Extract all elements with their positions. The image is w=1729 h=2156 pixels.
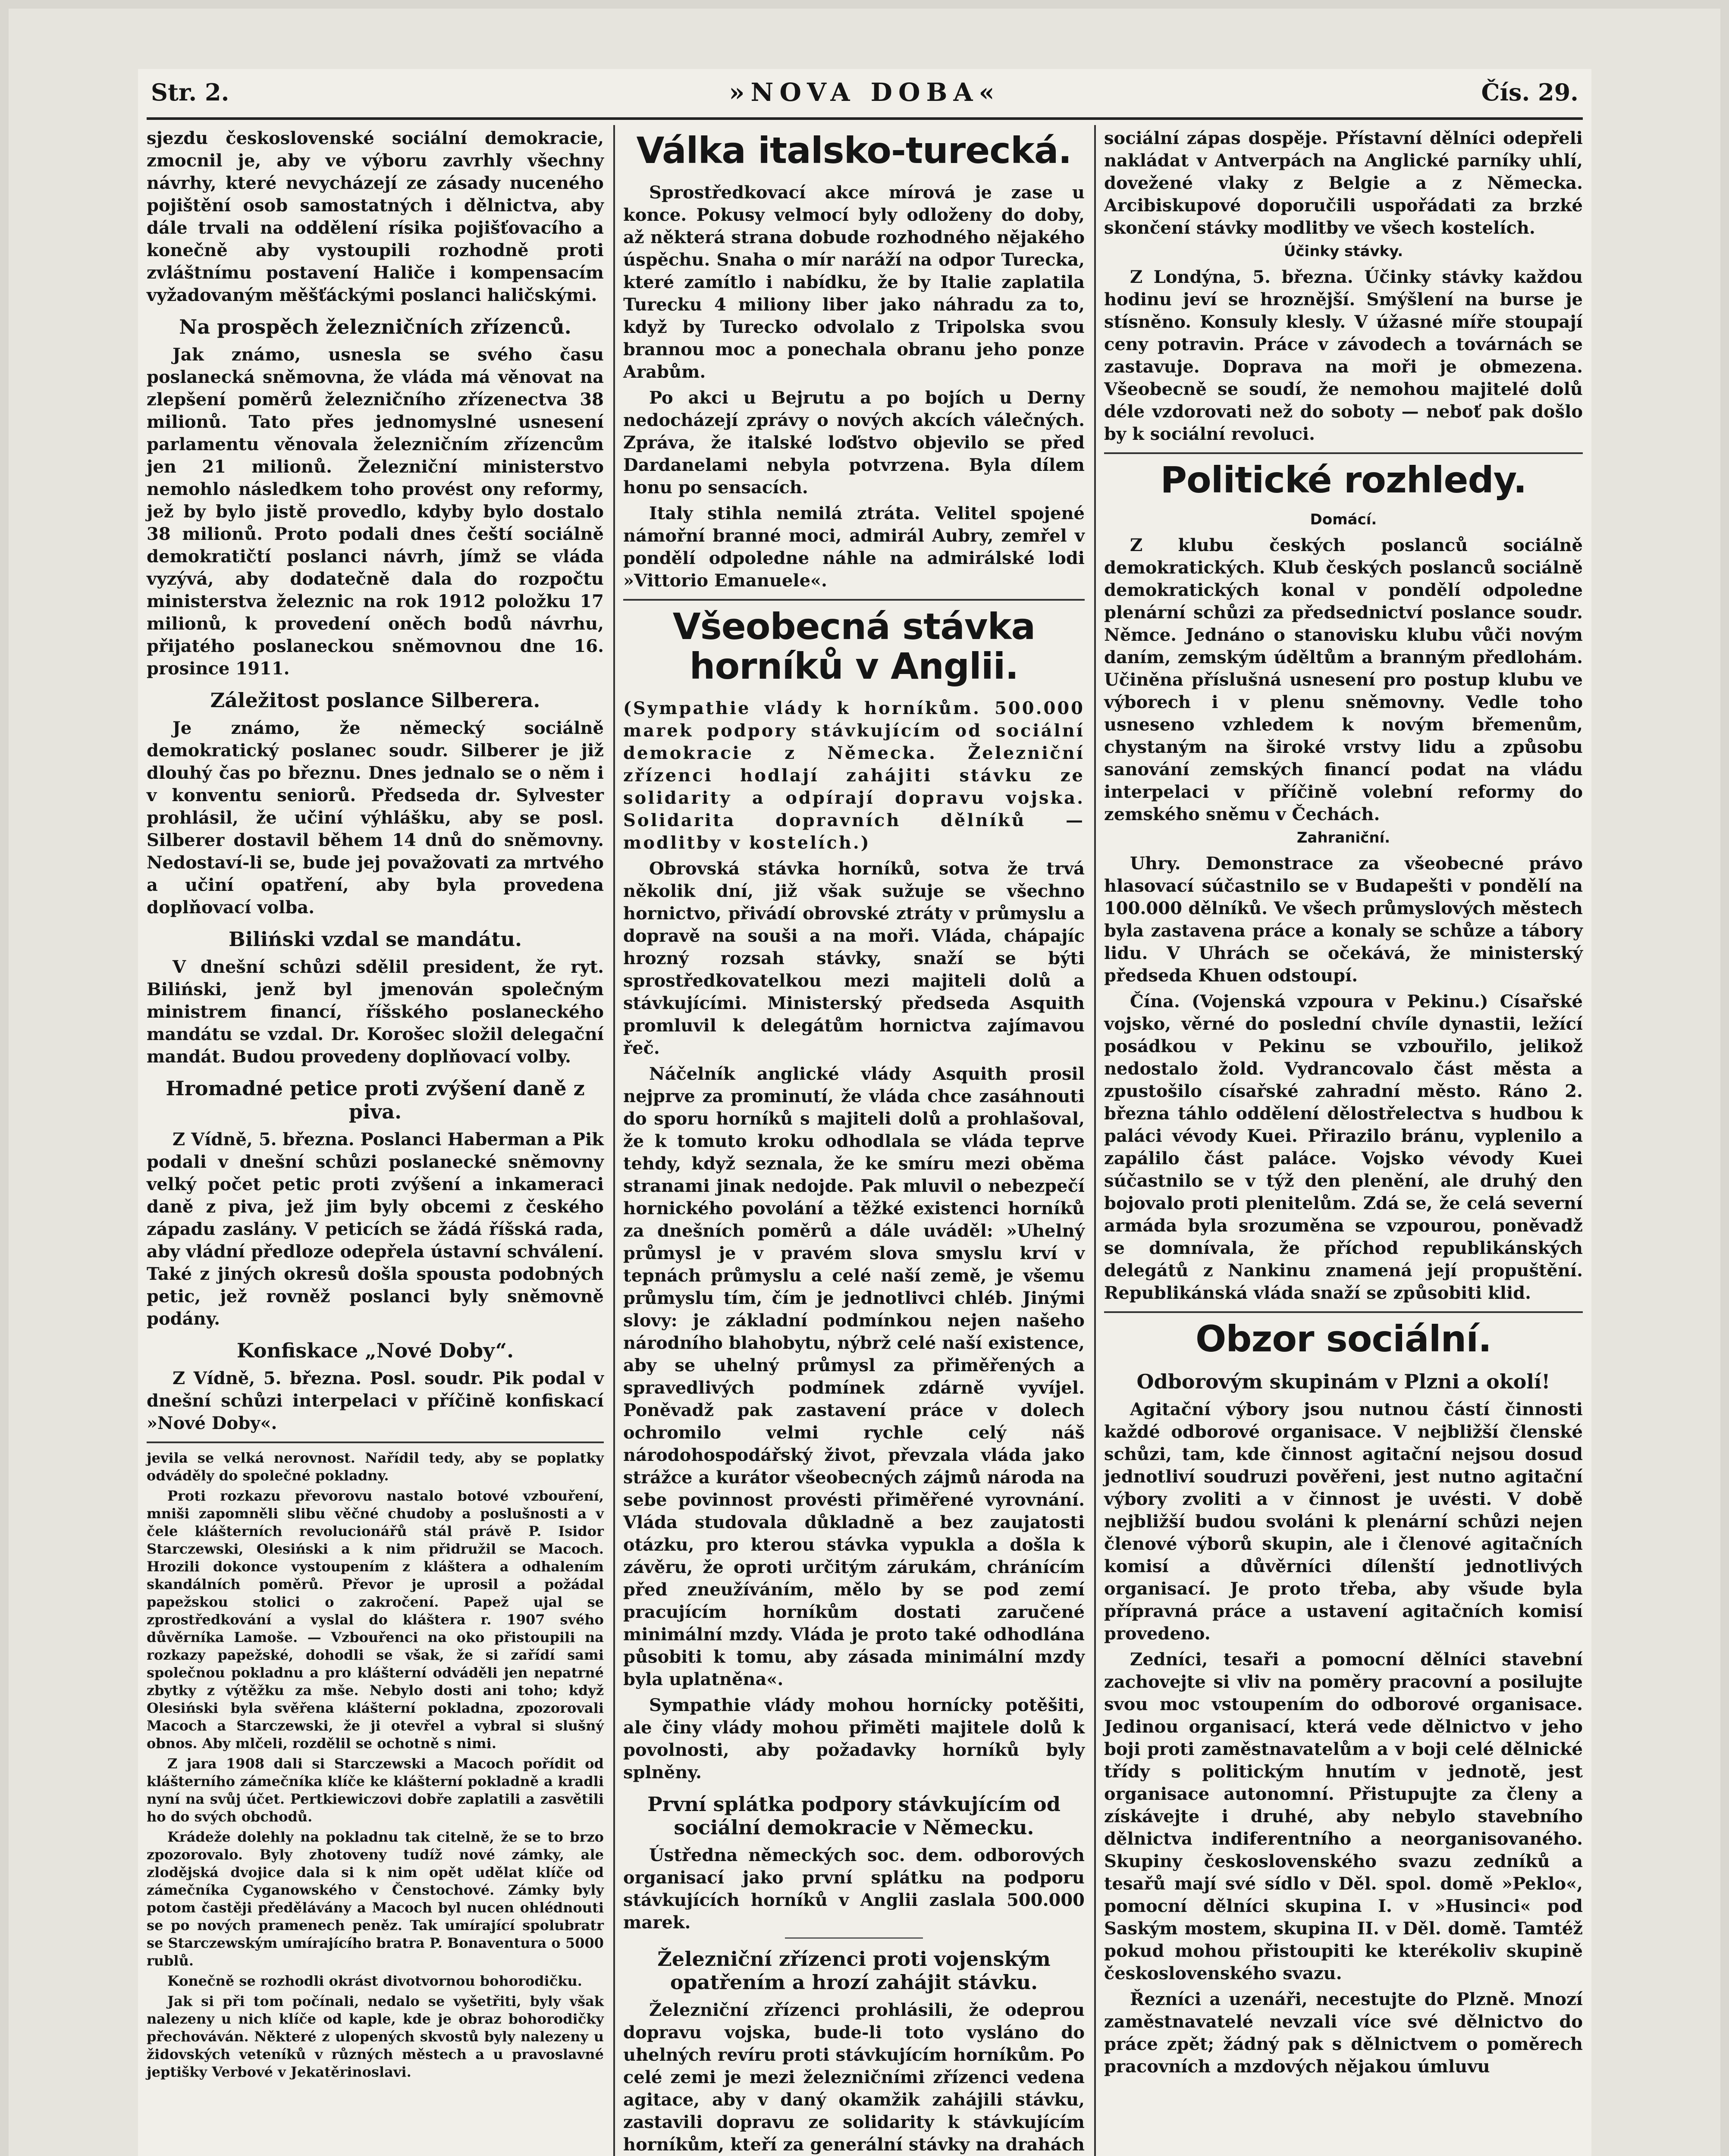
headline-bilinski: Biliński vzdal se mandátu. (228, 928, 522, 951)
column-3 (1104, 127, 1583, 2081)
article-war-paragraph: Sprostředkovací akce mírová je zase u konce. Pokusy velmocí byly odloženy do doby, až některá strana dobude rozhodného nějakého úspěchu. Snaha o mír naráží na odpor Turecka, které zamítlo i nabídku, že by Italie zaplatila Turecku 4 miliony liber jako náhradu za to, když by Turecko odvolalo z Tripolska svou brannou moc a ponechala obranu jeho ponze Arabům. (623, 182, 1085, 382)
headline-strike-support: První splátka podpory stávkujícím od sociální demokracie v Německu. (647, 1792, 1061, 1839)
strike-continuation: sociální zápas dospěje. Přístavní dělníci odepřeli nakládat v Antverpách na Anglické parníky uhlí, dovežené vlaky z Belgie a z Německa. Arcibiskupové doporučili uspořádati za brzké skončení stávky modlitby ve všech kostelích. (1104, 128, 1583, 238)
social-paragraph: Agitační výbory jsou nutnou částí činnosti každé odborové organisace. V nejbližší členské schůzi, tam, kde činnost agitační nejsou dosud jednotliví soudruzi pověřeni, jest nutno agitační výbory zvoliti a v činnost je uvésti. V době nejbližší budou svoláni k plenární schůzi nejen členové výborů skupin, ale i členové agitačních komisí a důvěrníci dílenští jednotlivých organisací. Je proto třeba, aby všude byla přípravná práce a ustavení agitačních komisí provedeno. (1104, 1399, 1583, 1644)
newspaper-sheet (138, 69, 1591, 2156)
page-number: Str. 2. (151, 78, 229, 106)
short-rule (785, 1937, 923, 1939)
section-rule (1104, 1311, 1583, 1313)
article-rail-employees: Jak známo, usnesla se svého času poslanecká sněmovna, že vláda má věnovat na zlepšení poměrů železničního zřízenectva 38 milionů. Tato přes jednomyslné usnesení parlamentu věnovala železničním zřízencům jen 21 milionů. Železniční ministerstvo nemohlo následkem toho provést ony reformy, jež by bylo jistě provedlo, kdyby bylo dostalo 38 milionů. Proto podali dnes čeští sociálně demokratičtí poslanci návrh, jímž se vláda vyzývá, aby dodatečně dala do rozpočtu ministerstva železnic na rok 1912 položku 17 milionů, k provedení oněch bodů návrhu, přijatého poslaneckou sněmovnou dne 16. prosince 1911. (147, 345, 604, 679)
strike-paragraph: Obrovská stávka horníků, sotva že trvá několik dní, již však sužuje se všechno hornictvo, přivádí obrovské ztráty v průmyslu a dopravě na souši a na moři. Vláda, chápajíc hrozný rozsah stávky, snaží se býti sprostředkovatelkou mezi majiteli dolů a stávkujícími. Ministerský předseda Asquith promluvil k delegátům hornictva zajímavou řeč. (623, 859, 1085, 1058)
newspaper-page (9, 9, 1720, 2156)
page-header (151, 74, 1578, 117)
foreign-paragraph: Čína. (Vojenská vzpoura v Pekinu.) Císařské vojsko, věrné do poslední chvíle dynastii, ležící posádkou v Pekinu se vzbouřilo, jelikož nedostalo žold. Vydrancovalo část města a zpustošilo císařské zahradní město. Ráno 2. března táhlo oddělení dělostřelectva s hudbou k paláci vévody Kuei. Přirazilo bránu, vyplenilo a zapálilo část paláce. Vojsko vévody Kuei súčastnilo se v týž den plenění, ale druhý den bojovalo proti plenitelům. Zdá se, že celá severní armáda byla srozuměna se vzpourou, poněvadž se domnívala, že příchod republikánských delegátů z Nankinu znamená její propuštění. Republikánská vláda snaží se způsobiti klid. (1104, 991, 1583, 1303)
headline-confiscation: Konfiskace „Nové Doby“. (236, 1339, 514, 1362)
headline-italo-turkish-war: Válka italsko-turecká. (636, 129, 1072, 172)
headline-rail-employees: Na prospěch železničních zřízenců. (179, 315, 571, 338)
strike-effects-paragraph: Z Londýna, 5. března. Účinky stávky každou hodinu jeví se hroznější. Smýšlení na burse je stísněno. Konsuly klesly. V úžasné míře stoupají ceny potravin. Práce v závodech a továrnách se zastavuje. Doprava na moři je obmezena. Všeobecně se soudí, že nemohou majitelé dolů déle vzdorovati než do soboty — neboť pak došlo by k sociální revoluci. (1104, 267, 1583, 444)
feuilleton-paragraph: jevila se velká nerovnost. Nařídil tedy, aby se poplatky odváděly do společné pokladny. (147, 1450, 604, 1484)
domestic-paragraph: Z klubu českých poslanců sociálně demokratických. Klub českých poslanců sociálně demokratických konal v pondělí odpoledne plenární schůzi za předsednictví poslance soudr. Němce. Jednáno o stanovisku klubu vůči novým daním, zemským úděltům a branným předlohám. Učiněna příslušná usnesení pro postup klubu ve výborech i v plenu sněmovny. Vedle toho usneseno vzhledem k novým břemenům, chystaným na široké vrstvy lidu a způsobu sanování zemských financí podat na vládu interpelaci v příčině volební reformy do zemského sněmu v Čechách. (1104, 535, 1583, 824)
headline-silberer: Záležitost poslance Silberera. (210, 689, 540, 712)
headline-miners-strike: Všeobecná stávka horníků v Anglii. (672, 605, 1036, 687)
headline-social-review: Obzor sociální. (1195, 1318, 1492, 1360)
issue-number: Čís. 29. (1481, 78, 1578, 106)
section-rule (1104, 452, 1583, 454)
social-paragraph: Zedníci, tesaři a pomocní dělníci stavební zachovejte si vliv na poměry pracovní a posilujte svou moc vstoupením do odborové organisace. Jedinou organisací, která vede dělnictvo v jeho boji proti zaměstnavatelům a v boji celé dělnické třídy s politickým hnutím v jednotě, jest organisace autonomní. Přistupujte za členy a získávejte i druhé, aby nebylo stavebního dělnictva indiferentního a neorganisovaného. Skupiny československého svazu zedníků a tesařů mají své sídlo v Děl. spol. domě »Peklo«, pomocní dělníci skupina I. v »Husinci« pod Saským mostem, skupina II. v Děl. domě. Tamtéž pokud mohou přistoupiti ke kterékoliv skupině československého svazu. (1104, 1649, 1583, 1984)
article-continuation: sjezdu československé sociální demokracie, zmocnil je, aby ve výboru zavrhly všechny návrhy, které nevycházejí ze zásady nuceného pojištění osob samostatných i dělnictva, aby dále trvali na oddělení rísika pojišťovacího a konečně aby vystoupili rozhodně proti zvláštnímu postavení Haliče i kompensacím vyžadovaným měšťáckými poslanci haličskými. (147, 128, 604, 305)
strike-paragraph: Sympathie vlády mohou hornícky potěšiti, ale činy vlády mohou přiměti majitele dolů k povolnosti, aby požadavky horníků byly splněny. (623, 1695, 1085, 1783)
column-divider-1 (613, 125, 615, 2156)
article-confiscation: Z Vídně, 5. března. Posl. soudr. Pik podal v dnešní schůzi interpelaci v příčině konfiskací »Nové Doby«. (147, 1368, 604, 1433)
subheading-strike-effects: Účinky stávky. (1283, 243, 1403, 260)
subheading-foreign: Zahraniční. (1296, 829, 1390, 846)
feuilleton-paragraph: Krádeže dolehly na pokladnu tak citelně, že se to brzo zpozorovalo. Byly zhotoveny tudíž nové zámky, ale zlodějská dvojice dala si k nim opět udělat klíče od zámečníka Cyganowského v Čenstochové. Zámky byly potom častěji předělávány a Macoch byl nucen ohlédnouti se po nových pramenech peněz. Tak umírající spolubratr se Starczewským umírajícího bratra P. Bonaventura o 5000 rublů. (147, 1829, 604, 1969)
strike-support-paragraph: Ústředna německých soc. dem. odborových organisací jako první splátku na podporu stávkujících horníků v Anglii zaslala 500.000 marek. (623, 1845, 1085, 1933)
article-beer-tax: Z Vídně, 5. března. Poslanci Haberman a Pik podali v dnešní schůzi poslanecké sněmovny velký počet petic proti zvýšení a inkameraci daně z piva, jež jim byly obcemi z českého západu zaslány. V peticích se žádá říšská rada, aby vládní předloze odepřela ústavní schválení. Také z jiných okresů došla spousta podobných petic, jež rovněž poslanci byly sněmovně podány. (147, 1129, 604, 1329)
headline-union-groups: Odborovým skupinám v Plzni a okolí! (1136, 1370, 1550, 1393)
headline-beer-tax: Hromadné petice proti zvýšení daně z piva. (166, 1077, 585, 1123)
strike-lead: (Sympathie vlády k horníkům. 500.000 marek podpory stávkujícím od sociální demokracie z Německa. Železniční zřízenci hodlají zahájiti stávku ze solidarity a odpírají dopravu vojska. Solidarita dopravních dělníků — modlitby v kostelích.) (623, 698, 1085, 853)
column-1 (147, 127, 604, 2084)
header-rule (147, 117, 1583, 120)
foreign-paragraph: Uhry. Demonstrace za všeobecné právo hlasovací súčastnilo se v Budapešti v pondělí na 100.000 dělníků. Ve všech průmyslových městech byla zastavena práce a konaly se schůze a tábory lidu. V Uhrách se očekává, že ministerský předseda Khuen odstoupí. (1104, 853, 1583, 986)
section-rule (147, 1442, 604, 1443)
column-2 (623, 127, 1085, 2156)
rail-strike-paragraph: Železniční zřízenci prohlásili, že odeprou dopravu vojska, bude-li toto vysláno do uhelných revíru proti stávkujícím horníkům. Po celé zemi je mezi železničními zřízenci vedena agitace, aby v daný okamžik zahájili stávku, zastavili dopravu ze solidarity k stávkujícím horníkům, kteří za generální stávky na drahách (623, 2000, 1085, 2155)
feuilleton-paragraph: Jak si při tom počínali, nedalo se vyšetřiti, byly však nalezeny u nich klíče od kaple, kde je obraz bohorodičky přechováván. Některé z ulopených skvostů byly nalezeny u židovských veteníků v různých městech a u pravoslavné jeptišky Verbové v Jekatěrinoslavi. (147, 1993, 604, 2080)
article-bilinski: V dnešní schůzi sdělil president, že ryt. Biliński, jenž byl jmenován společným ministrem financí, říšského poslaneckého mandátu se vzdal. Dr. Korošec složil delegační mandát. Budou provedeny doplňovací volby. (147, 957, 604, 1067)
strike-paragraph: Náčelník anglické vlády Asquith prosil nejprve za prominutí, že vláda chce zasáhnouti do sporu horníků s majiteli dolů a prohlašoval, že k tomuto kroku odhodlala se vláda teprve tehdy, když seznala, že ke smíru mezi oběma stranami jinak nedojde. Pak mluvil o nebezpečí hornického povolání a těžké existenci horníků za dnešních poměrů a dále uváděl: »Uhelný průmysl je v pravém slova smyslu krví v tepnách průmyslu a celé naší země, je všemu průmyslu tím, čím je jednotlivci chléb. Jinými slovy: je základní podmínkou nejen našeho národního blahobytu, nýbrž celé naší existence, aby se uhelný průmysl za přiměřených a spravedlivých podmínek zdárně vyvíjel. Poněvadž pak zastavení práce v dolech ochromilo velmi rychle celý náš národohospodářský život, převzala vláda jako strážce a kurátor všeobecných zájmů národa na sebe povinnost provésti přiměřené vyrovnání. Vláda studovala důkladně a bez zaujatosti otázku, pro kterou stávka vypukla a došla k závěru, že oproti určitým zárukám, chránícím před zneužíváním, mělo by se pod zemí pracujícím horníkům dostati zaručené minimální mzdy. Vláda je proto také odhodlána působiti k tomu, aby zásada minimální mzdy byla uplatněna«. (623, 1064, 1085, 1689)
feuilleton-paragraph: Proti rozkazu převorovu nastalo botové vzbouření, mniši zapomněli slibu věčné chudoby a poslušnosti a v čele klášterních revolucionářů stál právě P. Isidor Starczewski, Olesiński a k nim přidružil se Macoch. Hrozili dokonce vystoupením z kláštera a odhalením skandálních poměrů. Převor je uprosil a požádal papežskou stolici o zakročení. Papež ujal se zprostředkování a vyslal do kláštera r. 1907 svého důvěrníka Lamoše. — Vzbouřenci na oko přistoupili na rozkazy papežské, dohodli se však, že si zařídí sami společnou pokladnu a pro klášterní odváděli jen nepatrné zbytky z výtěžku za mše. Nebylo dosti ani toho; když Olesiński byla svěřena klášterní pokladna, zpozorovali Macoch a Starczewski, že ji otevřel a vybral si slušný obnos. Aby mlčeli, rozdělil se ochotně s nimi. (147, 1488, 604, 1752)
section-rule (623, 599, 1085, 601)
feuilleton-paragraph: Z jara 1908 dali si Starczewski a Macoch pořídit od klášterního zámečníka klíče ke klášterní pokladně a kradli nyní na svůj účet. Pertkiewiczovi dobře zaplatili a zasvětili ho do svých obchodů. (147, 1755, 604, 1825)
column-divider-2 (1094, 125, 1096, 2156)
article-war-paragraph: Po akci u Bejrutu a po bojích u Derny nedocházejí zprávy o nových akcích válečných. Zpráva, že italské loďstvo objevilo se před Dardanelami nebyla potvrzena. Byla dílem honu po sensacích. (623, 388, 1085, 498)
headline-rail-strike: Železniční zřízenci proti vojenským opatřením a hrozí zahájit stávku. (657, 1947, 1051, 1994)
article-silberer: Je známo, že německý sociálně demokratický poslanec soudr. Silberer je již dlouhý čas po březnu. Dnes jednalo se o něm i v konventu seniorů. Předseda dr. Sylvester prohlásil, že učiní výhlášku, aby se posl. Silberer dostavil během 14 dnů do sněmovny. Nedostaví-li se, bude jej považovati za mrtvého a učiní opatření, aby byla provedena doplňovací volba. (147, 718, 604, 918)
article-war-paragraph: Italy stihla nemilá ztráta. Velitel spojené námořní branné moci, admirál Aubry, zemřel v pondělí odpoledne náhle na admirálské lodi »Vittorio Emanuele«. (623, 503, 1085, 591)
subheading-domestic: Domácí. (1310, 511, 1377, 528)
newspaper-title: »NOVA DOBA« (729, 78, 1001, 107)
feuilleton-paragraph: Konečně se rozhodli okrást divotvornou bohorodičku. (167, 1973, 582, 1989)
social-paragraph: Řezníci a uzenáři, necestujte do Plzně. Mnozí zaměstnavatelé nevzali více své dělnictvo do práce zpět; žádný pak s dělnictvem o poměrech pracovních a mzdových nějakou úmluvu (1104, 1989, 1583, 2077)
headline-political-review: Politické rozhledy. (1160, 459, 1527, 501)
